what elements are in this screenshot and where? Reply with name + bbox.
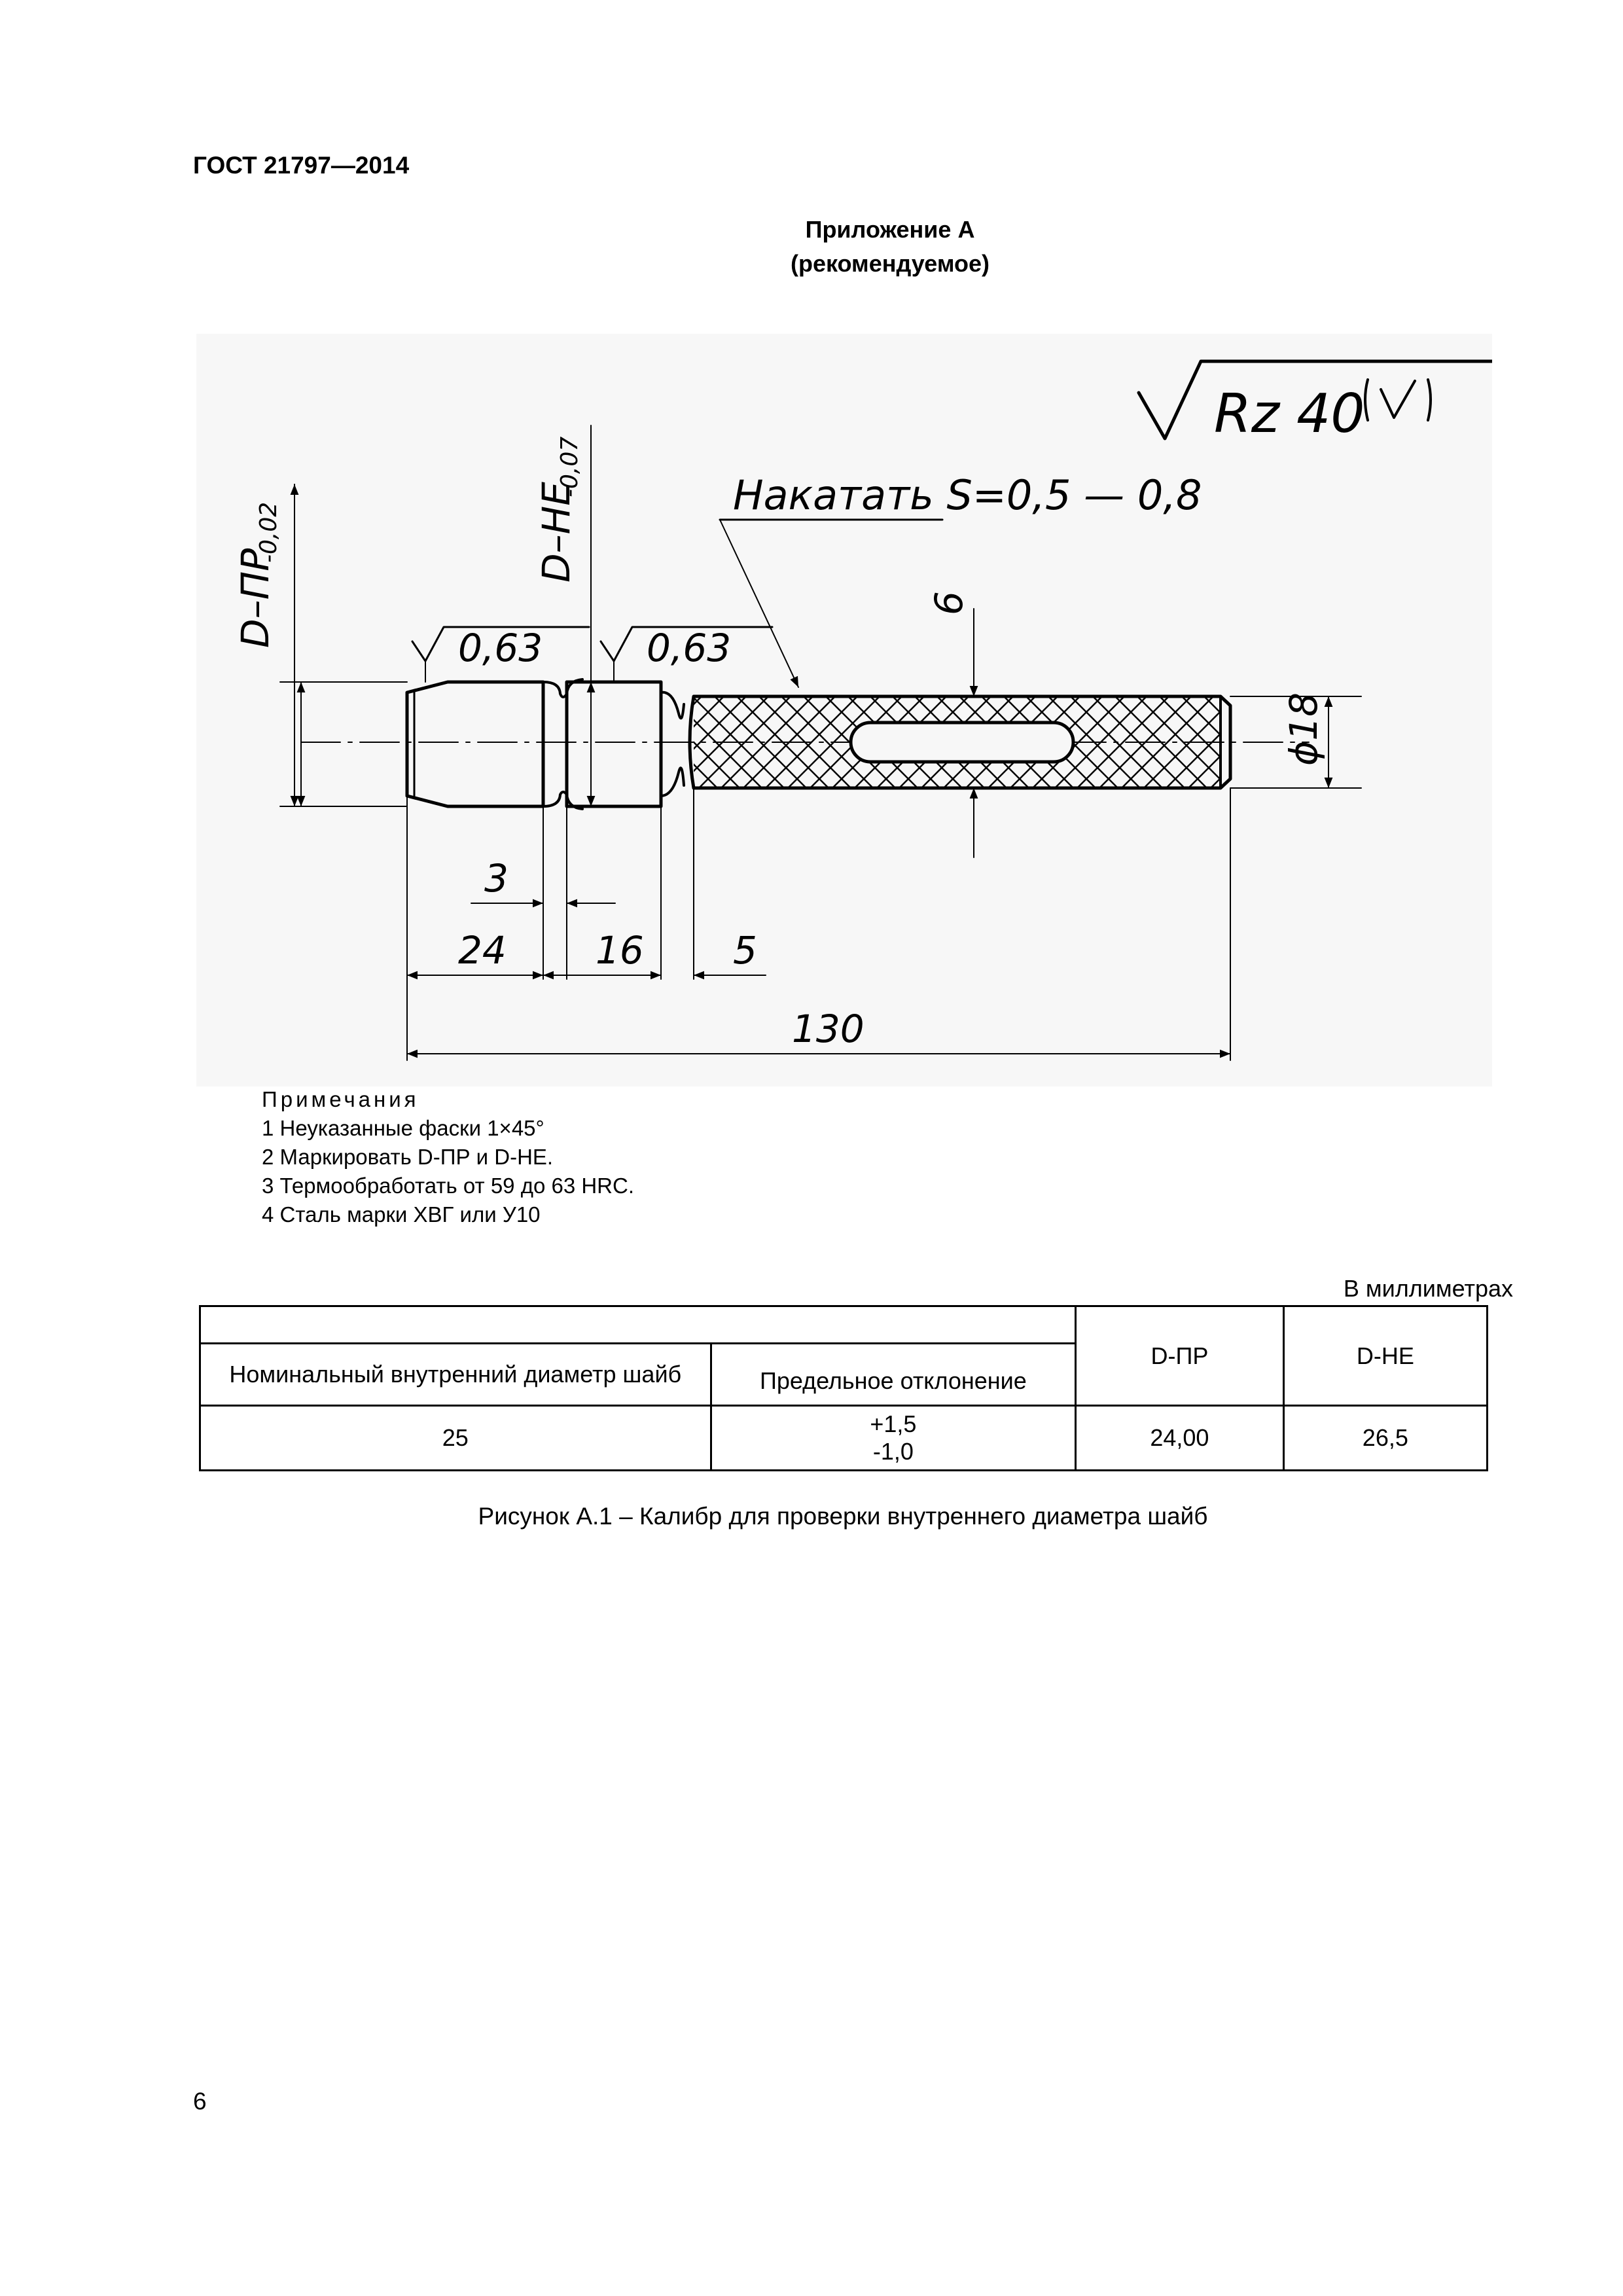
deviation-upper: +1,5 — [870, 1410, 917, 1437]
neck-dim: 5 — [733, 928, 757, 973]
header-go: D-ПР — [1076, 1306, 1284, 1406]
knurl-note: Накатать S=0,5 — 0,8 — [733, 471, 1202, 519]
notes-block — [262, 1085, 634, 1229]
appendix-title: Приложение А — [805, 216, 975, 243]
roughness-general-text: Rz 40 — [1214, 383, 1365, 445]
roughness-local-nogo: 0,63 — [647, 626, 732, 670]
gauge-drawing-svg — [196, 334, 1492, 1086]
note-item: 2 Маркировать D-ПР и D-НЕ. — [262, 1145, 554, 1169]
nogo-length-dim: 16 — [596, 928, 644, 973]
cell-go: 24,00 — [1076, 1406, 1284, 1471]
nogo-diameter-label: D–НЕ — [534, 482, 579, 583]
note-item: 4 Сталь марки ХВГ или У10 — [262, 1202, 541, 1227]
go-section-outline — [407, 682, 543, 806]
groove-dim: 3 — [484, 856, 508, 901]
diameter-dim: ϕ18 — [1281, 692, 1326, 766]
units-label: В миллиметрах — [1343, 1275, 1513, 1302]
cell-nogo: 26,5 — [1283, 1406, 1487, 1471]
gauge-drawing — [196, 334, 1492, 1086]
appendix-subtitle: (рекомендуемое) — [791, 250, 990, 277]
handle-slot — [851, 723, 1073, 762]
go-diameter-label: D–ПР — [233, 548, 277, 648]
cell-deviation — [711, 1406, 1076, 1471]
table-header-row-top — [200, 1306, 1488, 1344]
go-tolerance: -0,02 — [255, 501, 282, 563]
table-row — [200, 1406, 1488, 1471]
slot-height-dim: 6 — [927, 591, 971, 615]
neck-outline — [661, 682, 684, 806]
document-code: ГОСТ 21797—2014 — [193, 152, 410, 179]
header-deviation: Предельное отклонение — [711, 1344, 1076, 1406]
note-item: 1 Неуказанные фаски 1×45° — [262, 1116, 544, 1140]
dimensions-table — [199, 1305, 1488, 1471]
note-item: 3 Термообработать от 59 до 63 HRC. — [262, 1174, 635, 1198]
page-number: 6 — [193, 2088, 207, 2115]
nogo-section-outline — [567, 682, 661, 806]
groove-outline — [543, 679, 582, 809]
figure-caption: Рисунок А.1 – Калибр для проверки внутреннего диаметра шайб — [478, 1503, 1208, 1530]
notes-heading: Примечания — [262, 1087, 419, 1111]
header-nominal-diameter: Номинальный внутренний диаметр шайб — [200, 1344, 711, 1406]
cell-nominal: 25 — [200, 1406, 711, 1471]
deviation-lower: -1,0 — [872, 1438, 914, 1465]
nogo-tolerance: -0,07 — [556, 436, 583, 497]
header-nogo: D-НЕ — [1283, 1306, 1487, 1406]
total-length-dim: 130 — [792, 1007, 865, 1051]
go-length-dim: 24 — [458, 928, 507, 973]
roughness-local-go: 0,63 — [458, 626, 543, 670]
table-header-empty-cell — [200, 1306, 1076, 1344]
